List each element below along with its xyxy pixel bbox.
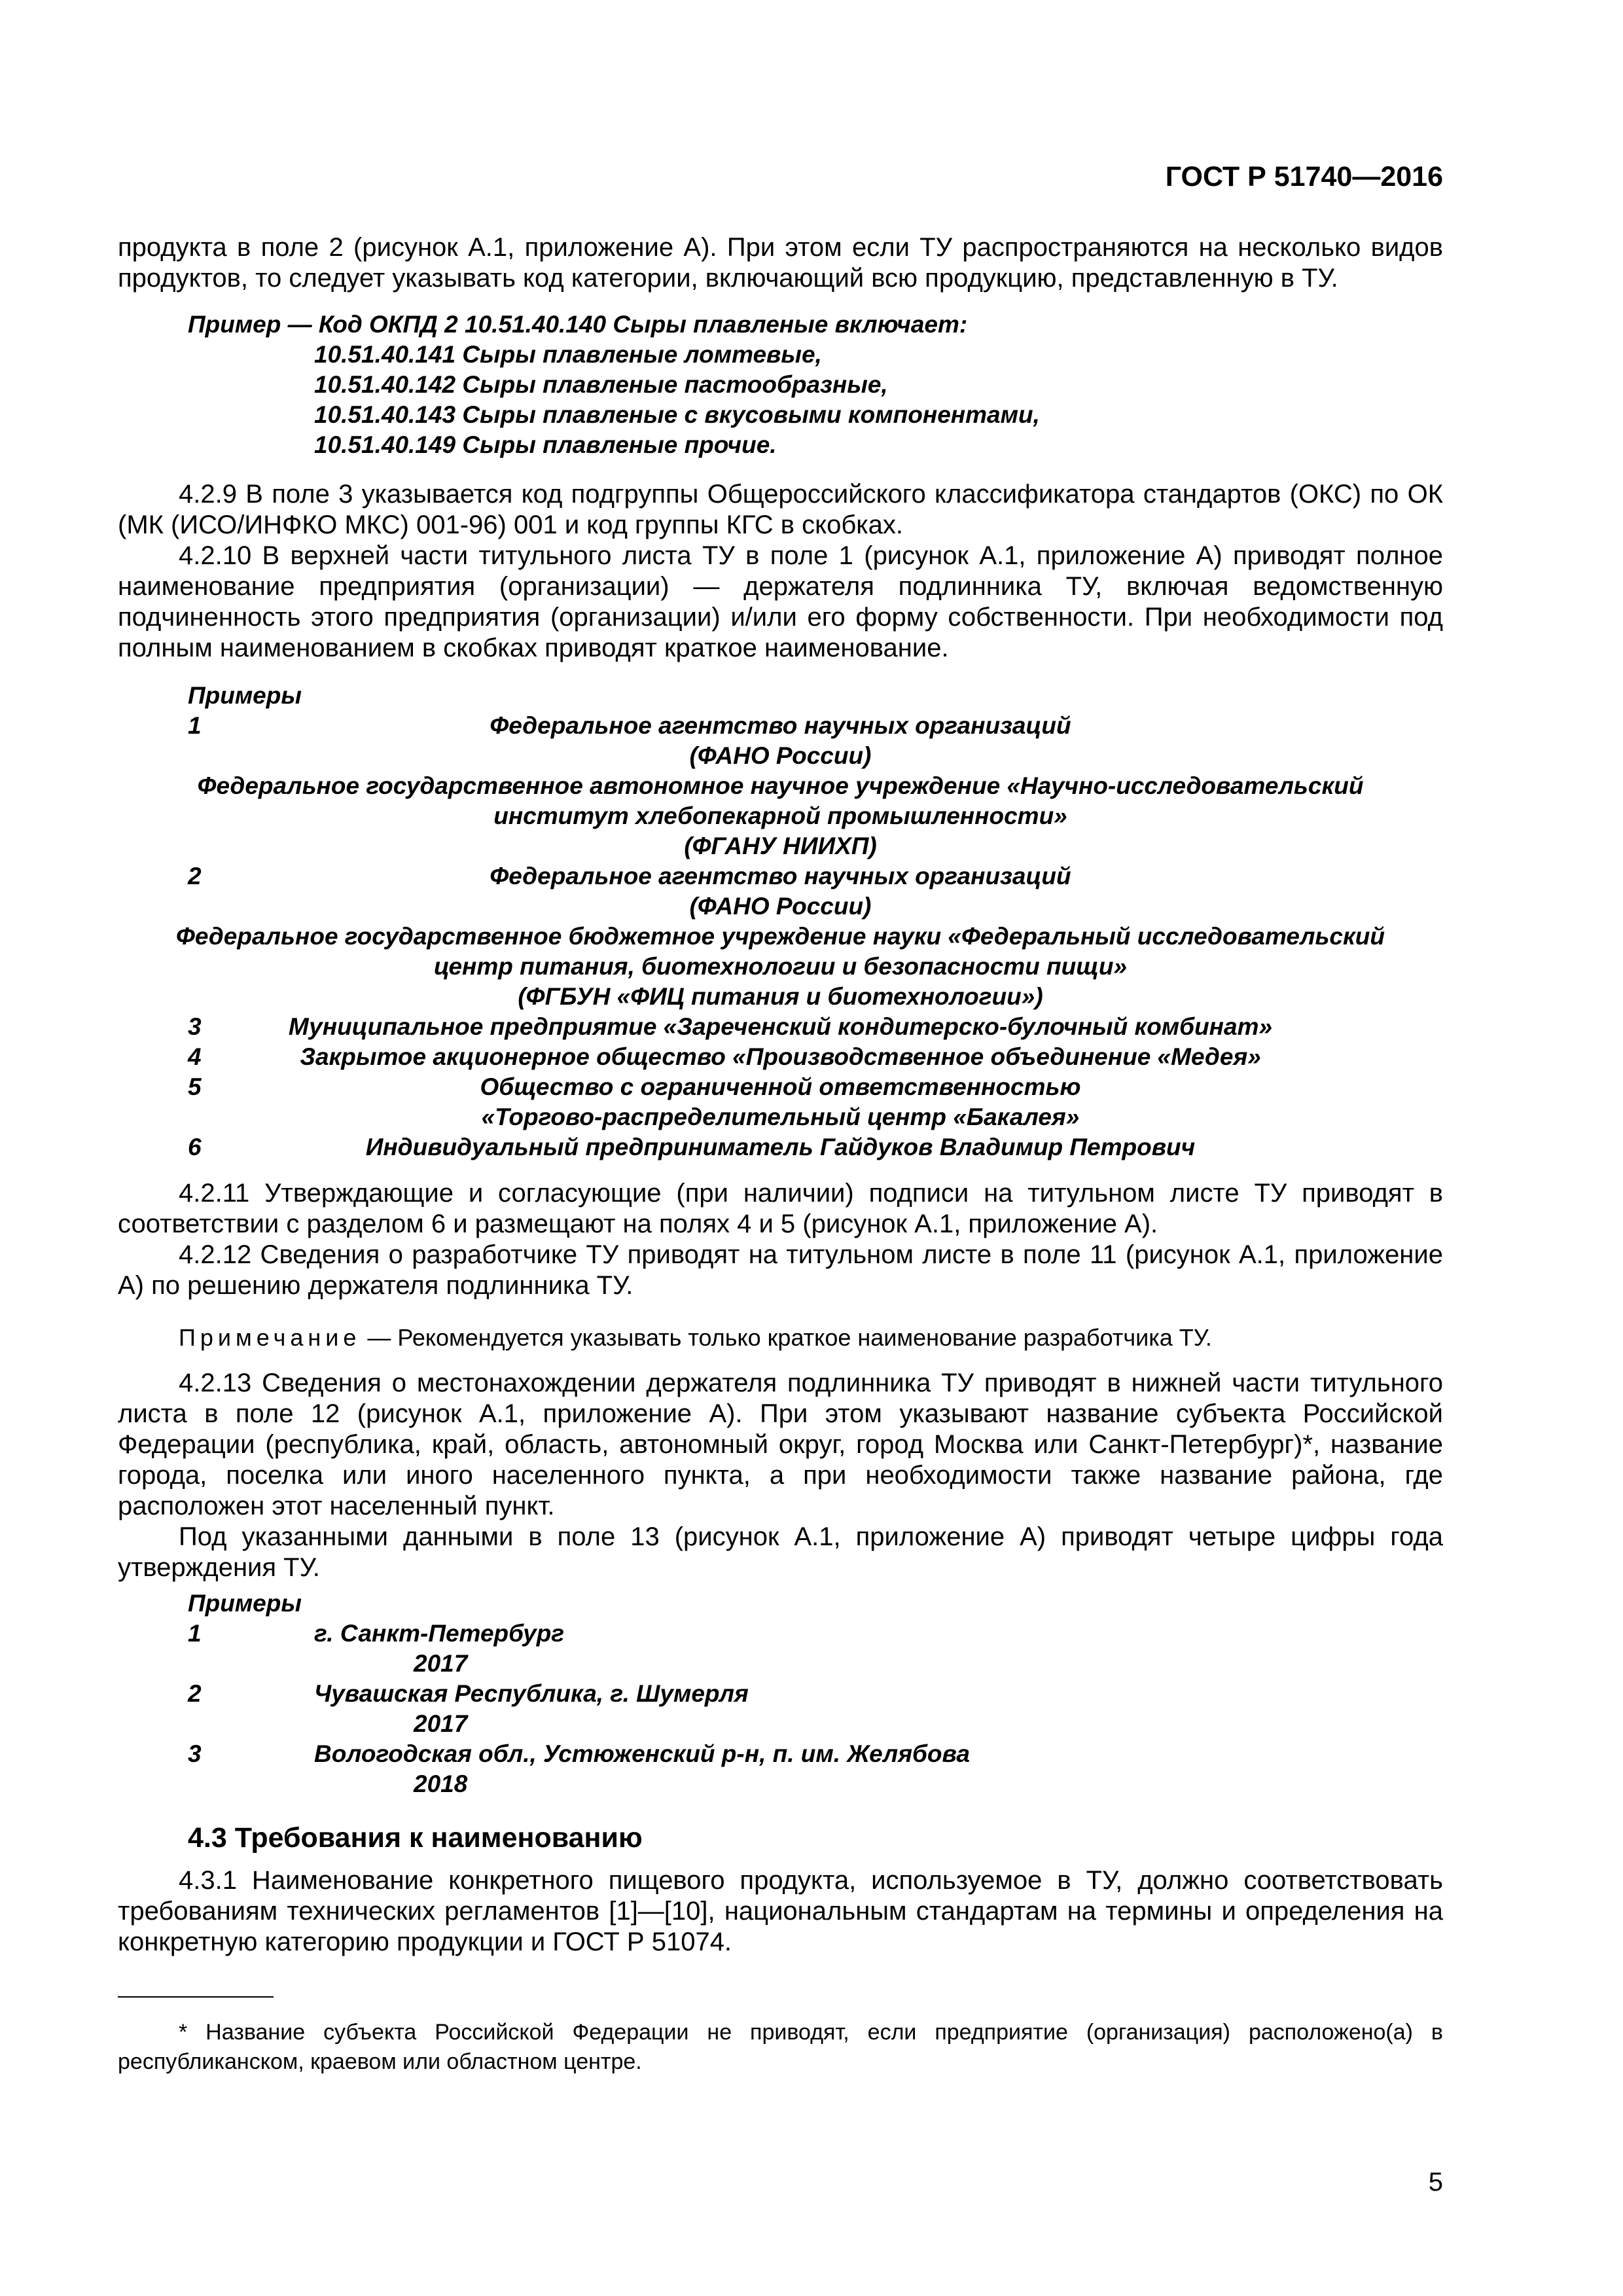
- paragraph-intro: продукта в поле 2 (рисунок А.1, приложение А). При этом если ТУ распространяются на несколько видов продуктов, то следует указывать код категории, включающий всю продукцию, представленную в ТУ.: [118, 233, 1443, 293]
- footnote: * Название субъекта Российской Федерации не приводят, если предприятие (организация) расположено(а) в республиканском, краевом или областном центре.: [118, 2020, 1443, 2074]
- note-label: Примечание: [179, 1324, 361, 1351]
- org-line: (ФГБУН «ФИЦ питания и биотехнологии»): [518, 983, 1043, 1010]
- example-number: 1: [188, 1620, 202, 1647]
- example-okpd-item: 10.51.40.142 Сыры плавленые пастообразные,: [314, 371, 888, 398]
- paragraph-4-2-13-year: Под указанными данными в поле 13 (рисунок А.1, приложение А) приводят четыре цифры года утверждения ТУ.: [118, 1522, 1443, 1582]
- example-okpd: [118, 310, 1443, 460]
- examples-heading: Примеры: [188, 682, 302, 709]
- note: [179, 1322, 1443, 1353]
- org-line: институт хлебопекарной промышленности»: [493, 802, 1067, 829]
- org-line: Общество с ограниченной ответственностью: [480, 1073, 1081, 1100]
- place-name: Чувашская Республика, г. Шумерля: [314, 1680, 749, 1707]
- org-line: (ФАНО России): [689, 742, 872, 769]
- place-year: 2018: [414, 1770, 468, 1797]
- org-line: Индивидуальный предприниматель Гайдуков Владимир Петрович: [365, 1134, 1196, 1160]
- note-text: — Рекомендуется указывать только краткое наименование разработчика ТУ.: [367, 1324, 1212, 1351]
- paragraph-4-2-9-4-2-10: [118, 479, 1443, 664]
- place-name: г. Санкт-Петербург: [314, 1620, 565, 1647]
- paragraph-4-2-12: 4.2.12 Сведения о разработчике ТУ приводят на титульном листе в поле 11 (рисунок А.1, приложение А) по решению держателя подлинника ТУ.: [118, 1240, 1443, 1300]
- examples-places: [118, 1588, 1443, 1799]
- example-number: 2: [188, 863, 202, 889]
- place-year: 2017: [414, 1650, 468, 1677]
- org-line: Закрытое акционерное общество «Производственное объединение «Медея»: [300, 1043, 1261, 1070]
- org-line: центр питания, биотехнологии и безопасности пищи»: [433, 953, 1128, 980]
- example-okpd-item: 10.51.40.141 Сыры плавленые ломтевые,: [314, 341, 822, 368]
- example-number: 6: [188, 1134, 202, 1160]
- example-number: 3: [188, 1013, 202, 1040]
- org-line: Федеральное государственное бюджетное учреждение науки «Федеральный исследовательский: [176, 923, 1385, 950]
- example-okpd-item: 10.51.40.143 Сыры плавленые с вкусовыми компонентами,: [314, 401, 1040, 428]
- section-heading-4-3: 4.3 Требования к наименованию: [188, 1822, 643, 1854]
- footnote-separator: [118, 1996, 274, 1998]
- paragraph-4-3-1: 4.3.1 Наименование конкретного пищевого продукта, используемое в ТУ, должно соответствовать требованиям технических регламентов [1]—[10], национальным стандартам на термины и определения на конкретную категорию продукции и ГОСТ Р 51074.: [118, 1866, 1443, 1956]
- paragraph-4-2-9: 4.2.9 В поле 3 указывается код подгруппы Общероссийского классификатора стандартов (ОКС) по ОК (МК (ИСО/ИНФКО МКС) 001-96) 001 и код группы КГС в скобках.: [118, 480, 1443, 539]
- paragraph-4-2-13: 4.2.13 Сведения о местонахождении держателя подлинника ТУ приводят в нижней части титульного листа в поле 12 (рисунок А.1, приложение А). При этом указывают название субъекта Российской Федерации (республика, край, область, автономный округ, город Москва или Санкт-Петербург)*, название города, поселка или иного населенного пункта, а при необходимости также название района, где расположен этот населенный пункт. Под указанными данными в поле 13 (рисунок А.1, приложение А) приводят четыре цифры года утверждения ТУ.: [118, 1369, 1443, 1582]
- example-number: 2: [188, 1680, 202, 1707]
- page-number: 5: [1428, 2168, 1443, 2197]
- org-line: Муниципальное предприятие «Зареченский кондитерско-булочный комбинат»: [288, 1013, 1273, 1040]
- org-line: «Торгово-распределительный центр «Бакалея»: [481, 1103, 1080, 1130]
- examples-heading: Примеры: [188, 1590, 302, 1617]
- example-okpd-item: 10.51.40.149 Сыры плавленые прочие.: [314, 431, 777, 458]
- place-year: 2017: [414, 1710, 468, 1737]
- paragraph-4-2-10: 4.2.10 В верхней части титульного листа ТУ в поле 1 (рисунок А.1, приложение А) приводят полное наименование предприятия (организации) — держателя подлинника ТУ, включая ведомственную подчиненность этого предприятия (организации) и/или его форму собственности. При необходимости под полным наименованием в скобках приводят краткое наименование.: [118, 541, 1443, 662]
- example-number: 5: [188, 1073, 202, 1100]
- document-page: [118, 0, 1443, 2296]
- org-line: Федеральное государственное автономное научное учреждение «Научно-исследовательский: [197, 772, 1364, 799]
- document-id: ГОСТ Р 51740—2016: [1165, 161, 1443, 192]
- org-line: (ФГАНУ НИИХП): [684, 833, 877, 859]
- org-line: Федеральное агентство научных организаций: [490, 863, 1071, 889]
- place-name: Вологодская обл., Устюженский р-н, п. им. Желябова: [314, 1740, 970, 1767]
- paragraph-4-2-11-4-2-12: [118, 1178, 1443, 1301]
- paragraph-4-2-11: 4.2.11 Утверждающие и согласующие (при наличии) подписи на титульном листе ТУ приводят в соответствии с разделом 6 и размещают на полях 4 и 5 (рисунок А.1, приложение А).: [118, 1179, 1443, 1238]
- org-line: Федеральное агентство научных организаций: [490, 712, 1071, 739]
- example-okpd-lead: Пример — Код ОКПД 2 10.51.40.140 Сыры плавленые включает:: [188, 311, 968, 338]
- example-number: 1: [188, 712, 202, 739]
- org-line: (ФАНО России): [689, 893, 872, 920]
- example-number: 4: [188, 1043, 202, 1070]
- examples-organizations: [118, 681, 1443, 1162]
- example-number: 3: [188, 1740, 202, 1767]
